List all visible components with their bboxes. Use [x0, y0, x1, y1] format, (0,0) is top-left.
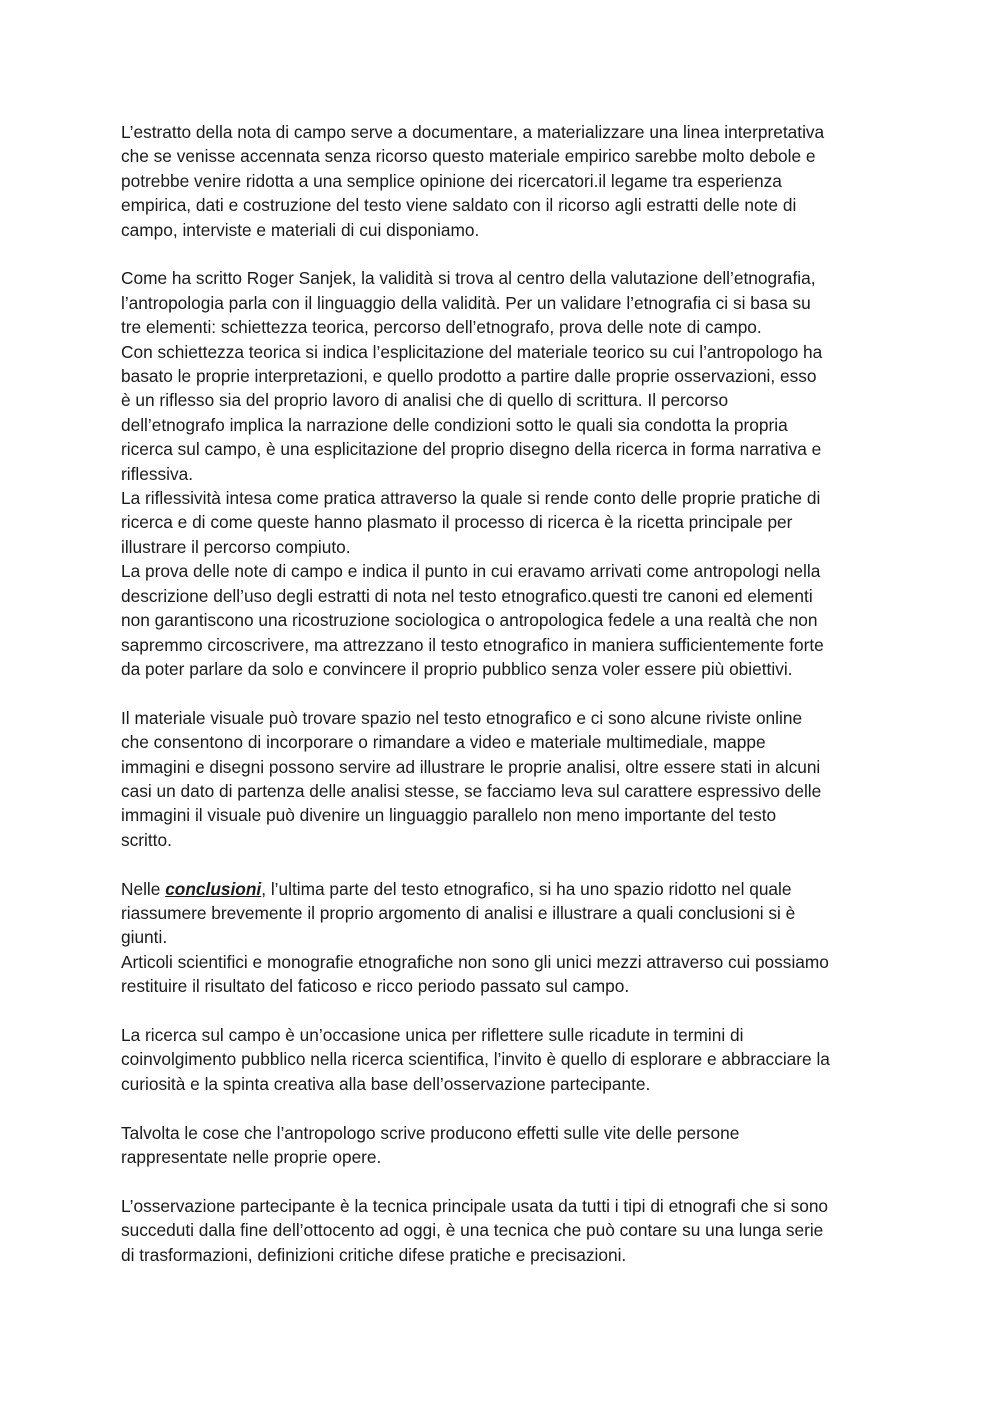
text-line: immagini e disegni possono servire ad illustrare le proprie analisi, oltre essere stati in alcuni: [121, 756, 821, 777]
conclusioni-emphasis: conclusioni: [165, 878, 262, 899]
text-line: Come ha scritto Roger Sanjek, la validità si trova al centro della valutazione dell’etnografia,: [121, 268, 816, 289]
text-line: ricerca e di come queste hanno plasmato il processo di ricerca è la ricetta principale per: [121, 512, 793, 533]
text-line: Talvolta le cose che l’antropologo scrive producono effetti sulle vite delle persone: [121, 1122, 740, 1143]
text-line: La ricerca sul campo è un’occasione unica per riflettere sulle ricadute in termini di: [121, 1024, 744, 1045]
paragraph-visual-material: [121, 706, 883, 852]
text-line: campo, interviste e materiali di cui disponiamo.: [121, 219, 480, 240]
text-line: di trasformazioni, definizioni critiche difese pratiche e precisazioni.: [121, 1244, 627, 1265]
text-line: l’antropologia parla con il linguaggio della validità. Per un validare l’etnografia ci si basa su: [121, 292, 811, 313]
paragraph-gap: [121, 1169, 883, 1193]
text-line: L’osservazione partecipante è la tecnica principale usata da tutti i tipi di etnografi che si sono: [121, 1195, 829, 1216]
text-line: riassumere brevemente il proprio argomento di analisi e illustrare a quali conclusioni si è: [121, 902, 796, 923]
text-line: giunti.: [121, 927, 168, 948]
paragraph-effects: [121, 1121, 883, 1170]
paragraph-participant-observation: [121, 1194, 883, 1267]
text-line: restituire il risultato del faticoso e ricco periodo passato sul campo.: [121, 976, 630, 997]
text-line: La riflessività intesa come pratica attraverso la quale si rende conto delle proprie pratiche di: [121, 488, 821, 509]
text-line: illustrare il percorso compiuto.: [121, 536, 351, 557]
text-line: Articoli scientifici e monografie etnografiche non sono gli unici mezzi attraverso cui possiamo: [121, 951, 829, 972]
paragraph-gap: [121, 242, 883, 266]
paragraph-field-notes: [121, 120, 883, 242]
text-line: immagini il visuale può divenire un linguaggio parallelo non meno importante del testo: [121, 805, 777, 826]
paragraph-gap: [121, 852, 883, 876]
text-line: è un riflesso sia del proprio lavoro di analisi che di quello di scrittura. Il percorso: [121, 390, 729, 411]
text-line: riflessiva.: [121, 463, 194, 484]
text-suffix: , l’ultima parte del testo etnografico, si ha uno spazio ridotto nel quale: [261, 878, 792, 899]
text-line: potrebbe venire ridotta a una semplice opinione dei ricercatori.il legame tra esperienza: [121, 170, 782, 191]
paragraph-validity: [121, 266, 883, 681]
text-line: tre elementi: schiettezza teorica, percorso dell’etnografo, prova delle note di campo.: [121, 317, 762, 338]
text-line: che se venisse accennata senza ricorso questo materiale empirico sarebbe molto debole e: [121, 146, 816, 167]
text-line: che consentono di incorporare o rimandare a video e materiale multimediale, mappe: [121, 732, 766, 753]
text-line: La prova delle note di campo e indica il punto in cui eravamo arrivati come antropologi nella: [121, 561, 821, 582]
text-line: Il materiale visuale può trovare spazio nel testo etnografico e ci sono alcune riviste online: [121, 707, 803, 728]
text-line: casi un dato di partenza delle analisi stesse, se facciamo leva sul carattere espressivo delle: [121, 780, 822, 801]
text-line: ricerca sul campo, è una esplicitazione del proprio disegno della ricerca in forma narrativa e: [121, 439, 822, 460]
paragraph-gap: [121, 681, 883, 705]
text-line: [121, 877, 883, 901]
text-line: curiosità e la spinta creativa alla base dell’osservazione partecipante.: [121, 1073, 651, 1094]
text-line: coinvolgimento pubblico nella ricerca scientifica, l’invito è quello di esplorare e abbracciare la: [121, 1049, 830, 1070]
paragraph-gap: [121, 1096, 883, 1120]
text-line: da poter parlare da solo e convincere il proprio pubblico senza voler essere più obiettivi.: [121, 658, 793, 679]
text-line: basato le proprie interpretazioni, e quello prodotto a partire dalle proprie osservazioni, esso: [121, 366, 817, 387]
paragraph-conclusions: [121, 877, 883, 999]
text-line: succeduti dalla fine dell’ottocento ad oggi, è una tecnica che può contare su una lunga serie: [121, 1220, 824, 1241]
paragraph-gap: [121, 999, 883, 1023]
text-line: sapremmo circoscrivere, ma attrezzano il testo etnografico in maniera sufficientemente forte: [121, 634, 824, 655]
text-line: empirica, dati e costruzione del testo viene saldato con il ricorso agli estratti delle note di: [121, 195, 797, 216]
text-line: Con schiettezza teorica si indica l’esplicitazione del materiale teorico su cui l’antropologo ha: [121, 341, 823, 362]
text-line: L’estratto della nota di campo serve a documentare, a materializzare una linea interpretativa: [121, 122, 825, 142]
text-line: rappresentate nelle proprie opere.: [121, 1146, 382, 1167]
text-line: scritto.: [121, 829, 172, 850]
text-line: non garantiscono una ricostruzione sociologica o antropologica fedele a una realtà che non: [121, 610, 818, 631]
text-line: dell’etnografo implica la narrazione delle condizioni sotto le quali sia condotta la propria: [121, 414, 788, 435]
text-line: descrizione dell’uso degli estratti di nota nel testo etnografico.questi tre canoni ed elementi: [121, 585, 813, 606]
paragraph-field-research: [121, 1023, 883, 1096]
text-prefix: Nelle: [121, 878, 166, 899]
document-page: [121, 120, 883, 1267]
